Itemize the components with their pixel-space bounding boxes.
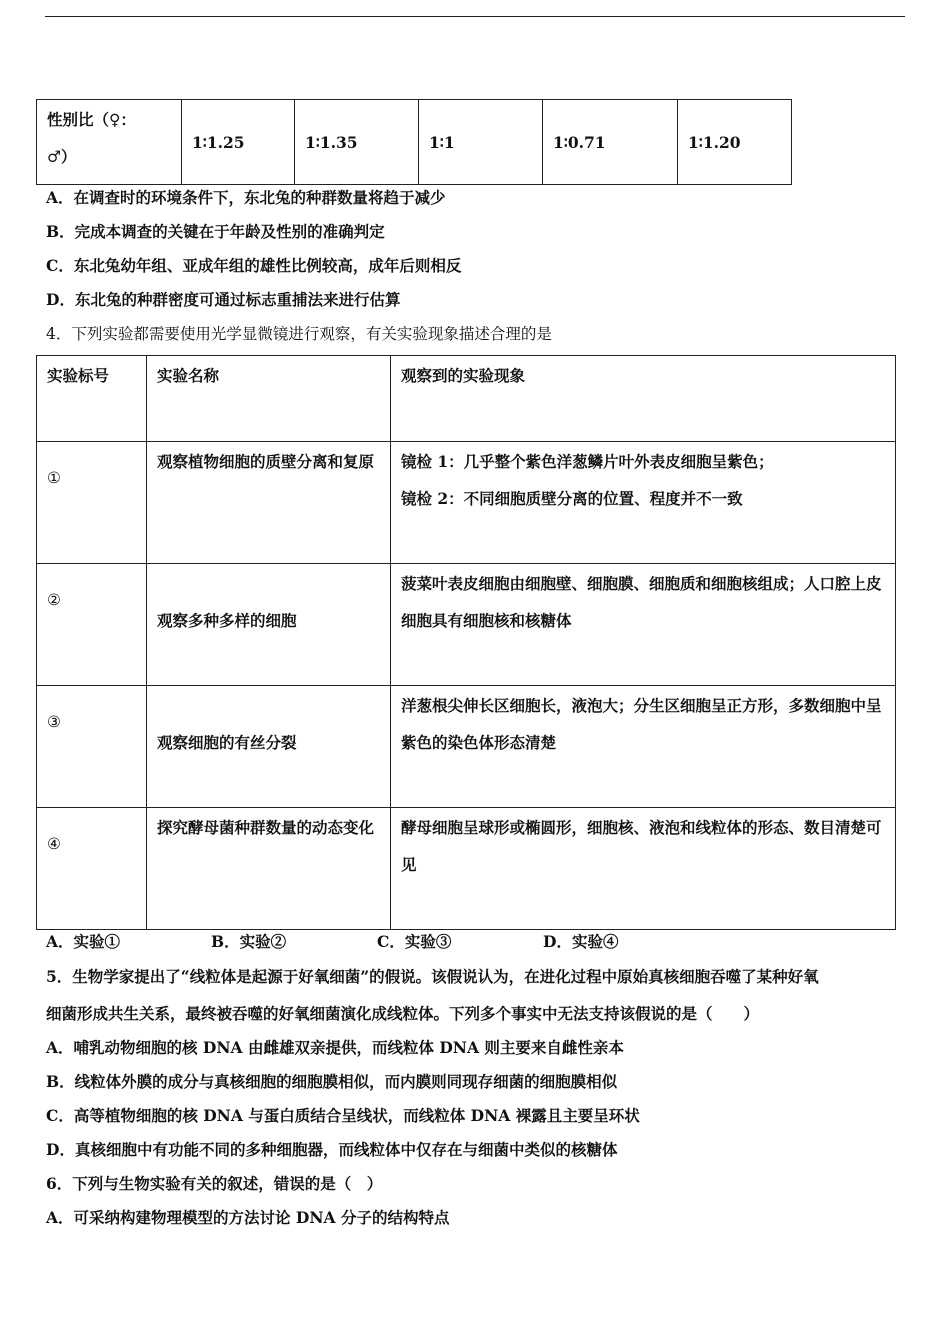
q5-option-b: B．线粒体外膜的成分与真核细胞的细胞膜相似，而内膜则同现存细菌的细胞膜相似 xyxy=(46,1072,618,1091)
header-exp-name: 实验名称 xyxy=(157,366,220,385)
exp-id: ④ xyxy=(47,835,61,853)
experiment-table xyxy=(36,355,896,930)
table-row xyxy=(37,442,896,564)
exp-id-cell xyxy=(37,686,147,808)
sex-ratio-value: 1∶1.35 xyxy=(305,132,358,152)
q5-option-c: C．高等植物细胞的核 DNA 与蛋白质结合呈线状，而线粒体 DNA 裸露且主要呈环状 xyxy=(46,1106,640,1125)
q3-option-b: B．完成本调查的关键在于年龄及性别的准确判定 xyxy=(46,222,385,241)
exp-name-cell xyxy=(147,686,391,808)
sex-ratio-value: 1∶1.20 xyxy=(688,132,741,152)
header-cell xyxy=(147,356,391,442)
table-row xyxy=(37,808,896,930)
exp-phenomenon-cell xyxy=(391,686,896,808)
q3-option-c: C．东北兔幼年组、亚成年组的雄性比例较高，成年后则相反 xyxy=(46,256,462,275)
exp-phenomenon-line: 镜检 2：不同细胞质壁分离的位置、程度并不一致 xyxy=(401,489,743,508)
sex-ratio-table xyxy=(36,99,792,185)
exp-name: 观察多种多样的细胞 xyxy=(157,611,297,630)
table-row xyxy=(37,686,896,808)
q4-option-a: A．实验① xyxy=(46,932,121,951)
q4-stem: 4．下列实验都需要使用光学显微镜进行观察，有关实验现象描述合理的是 xyxy=(46,325,552,343)
exp-phenomenon-cell xyxy=(391,808,896,930)
exp-phenomenon-cell xyxy=(391,564,896,686)
exp-id-cell xyxy=(37,442,147,564)
exp-id: ① xyxy=(47,469,61,487)
sex-ratio-label: 性别比（♀：♂） xyxy=(47,110,136,166)
q4-option-d: D．实验④ xyxy=(543,932,619,951)
q3-option-d: D．东北兔的种群密度可通过标志重捕法来进行估算 xyxy=(46,290,401,309)
sex-ratio-row xyxy=(37,100,792,185)
exp-name-cell xyxy=(147,808,391,930)
exp-id-cell xyxy=(37,808,147,930)
exp-name: 观察植物细胞的质壁分离和复原 xyxy=(157,452,375,471)
q5-stem-line1: 5．生物学家提出了“线粒体是起源于好氧细菌”的假说。该假说认为，在进化过程中原始真核细胞吞噬了某种好氧 xyxy=(46,967,819,986)
q6-stem: 6．下列与生物实验有关的叙述，错误的是（ ） xyxy=(46,1174,383,1193)
sex-ratio-value: 1∶0.71 xyxy=(553,132,606,152)
sex-ratio-value-cell xyxy=(678,100,792,185)
sex-ratio-value: 1∶1.25 xyxy=(192,132,245,152)
exp-phenomenon-cell xyxy=(391,442,896,564)
exp-id: ③ xyxy=(47,713,61,731)
q4-option-c: C．实验③ xyxy=(377,932,452,951)
sex-ratio-label-cell xyxy=(37,100,182,185)
exp-phenomenon-line: 镜检 1：几乎整个紫色洋葱鳞片叶外表皮细胞呈紫色； xyxy=(401,452,774,471)
q5-option-d: D．真核细胞中有功能不同的多种细胞器，而线粒体中仅存在与细菌中类似的核糖体 xyxy=(46,1140,618,1159)
q4-option-b: B．实验② xyxy=(211,932,287,951)
exp-name-cell xyxy=(147,564,391,686)
exp-phenomenon: 菠菜叶表皮细胞由细胞壁、细胞膜、细胞质和细胞核组成；人口腔上皮细胞具有细胞核和核糖体 xyxy=(401,574,882,630)
sex-ratio-value-cell xyxy=(182,100,295,185)
header-exp-id: 实验标号 xyxy=(47,366,110,385)
exp-phenomenon: 酵母细胞呈球形或椭圆形，细胞核、液泡和线粒体的形态、数目清楚可见 xyxy=(401,818,882,874)
header-phenomenon: 观察到的实验现象 xyxy=(401,366,526,385)
header-cell xyxy=(37,356,147,442)
sex-ratio-value-cell xyxy=(543,100,678,185)
exp-name: 探究酵母菌种群数量的动态变化 xyxy=(157,818,375,837)
exp-name: 观察细胞的有丝分裂 xyxy=(157,733,297,752)
exp-id: ② xyxy=(47,591,61,609)
sex-ratio-value-cell xyxy=(295,100,419,185)
table-header-row xyxy=(37,356,896,442)
q5-option-a: A．哺乳动物细胞的核 DNA 由雌雄双亲提供，而线粒体 DNA 则主要来自雌性亲本 xyxy=(46,1038,624,1057)
exp-phenomenon: 洋葱根尖伸长区细胞长，液泡大；分生区细胞呈正方形，多数细胞中呈紫色的染色体形态清楚 xyxy=(401,696,882,752)
table-row xyxy=(37,564,896,686)
exp-id-cell xyxy=(37,564,147,686)
q6-option-a: A．可采纳构建物理模型的方法讨论 DNA 分子的结构特点 xyxy=(46,1208,450,1227)
q5-stem-line2: 细菌形成共生关系，最终被吞噬的好氧细菌演化成线粒体。下列多个事实中无法支持该假说的是（ ） xyxy=(46,1004,760,1023)
exp-name-cell xyxy=(147,442,391,564)
sex-ratio-value: 1∶1 xyxy=(429,132,455,152)
header-rule xyxy=(45,16,905,17)
q3-option-a: A．在调查时的环境条件下，东北兔的种群数量将趋于减少 xyxy=(46,188,446,207)
sex-ratio-value-cell xyxy=(419,100,543,185)
header-cell xyxy=(391,356,896,442)
